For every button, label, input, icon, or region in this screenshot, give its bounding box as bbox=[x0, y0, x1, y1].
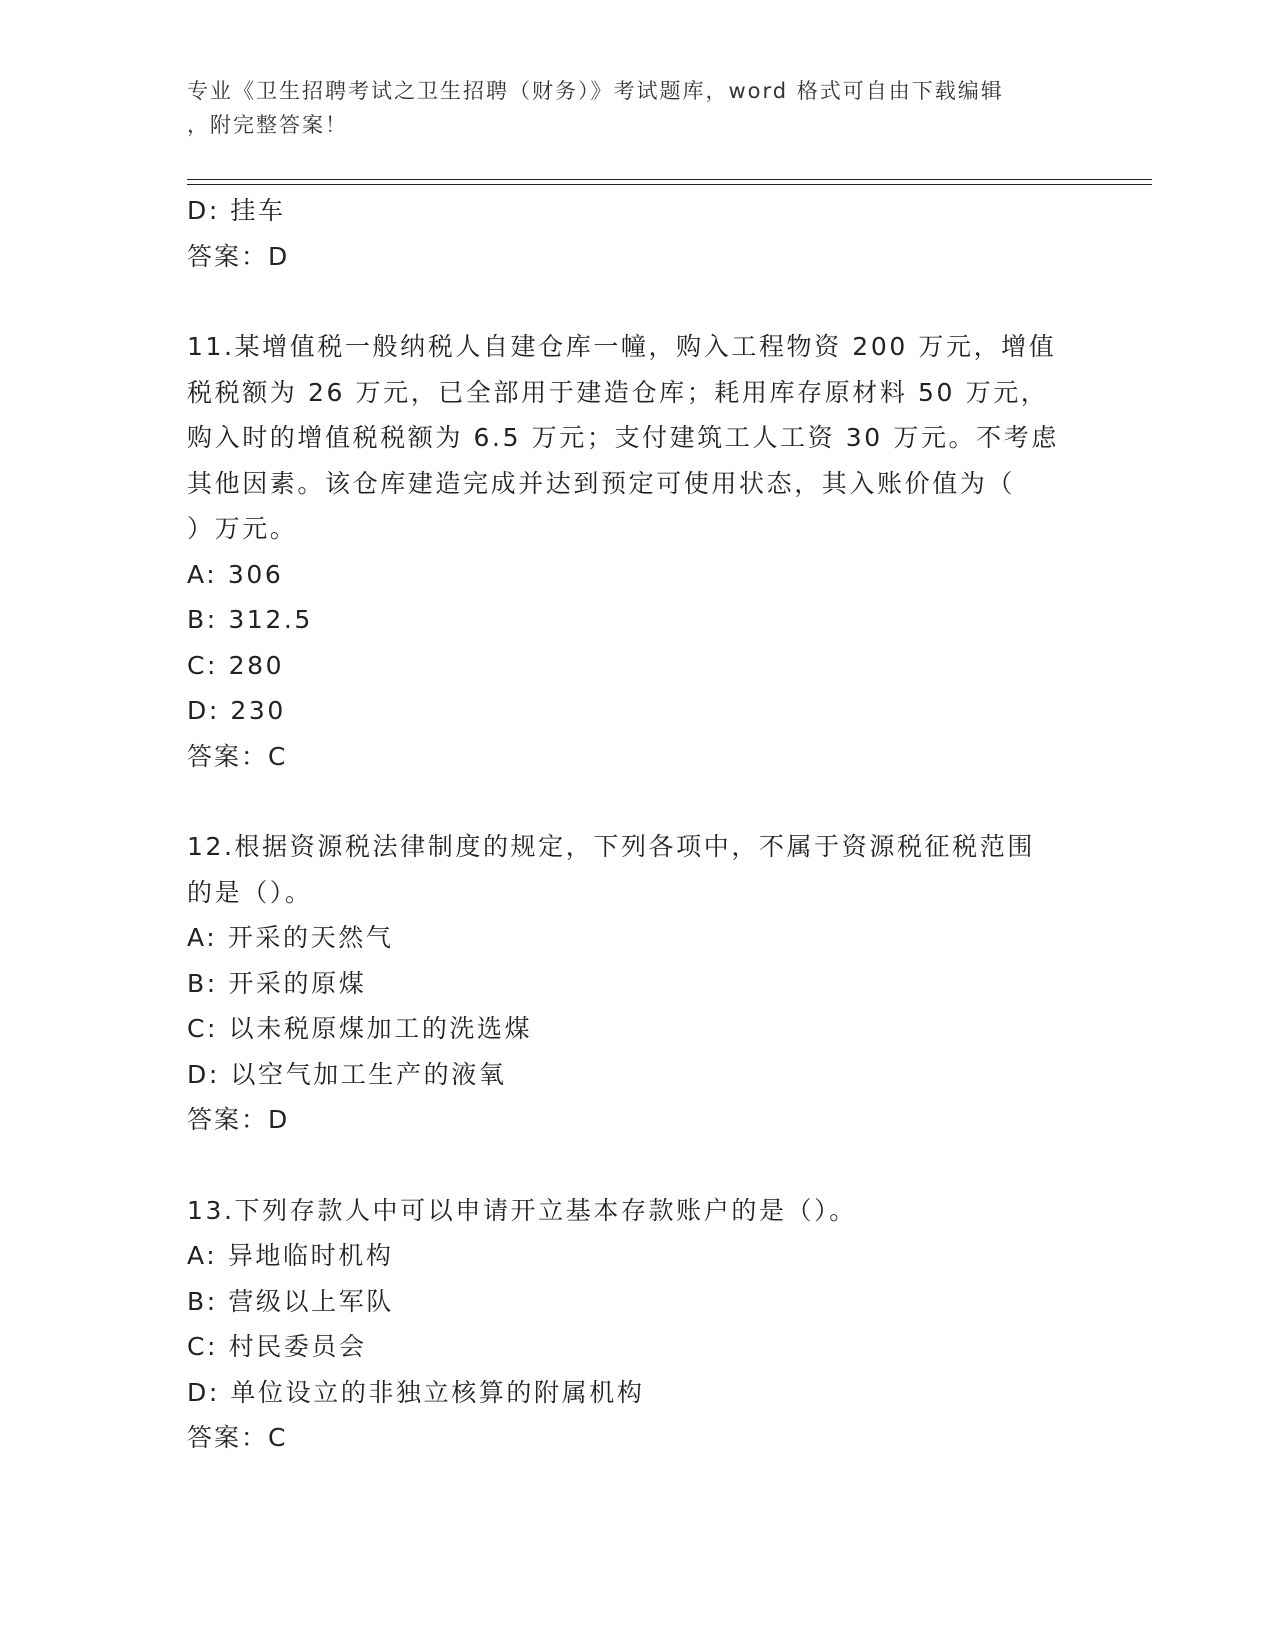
question-stem-line: 购入时的增值税税额为 6.5 万元；支付建筑工人工资 30 万元。不考虑 bbox=[187, 423, 1059, 452]
question-stem-line: ）万元。 bbox=[187, 514, 298, 543]
question-12 bbox=[187, 824, 1087, 1143]
document-body bbox=[187, 188, 1087, 1461]
option-a: A: 开采的天然气 bbox=[187, 923, 394, 952]
option-a: A: 异地临时机构 bbox=[187, 1241, 394, 1270]
header-divider-bottom bbox=[187, 184, 1152, 185]
option-c: C: 280 bbox=[187, 650, 285, 680]
option-b: B: 开采的原煤 bbox=[187, 968, 367, 998]
question-stem-line: 13.下列存款人中可以申请开立基本存款账户的是（）。 bbox=[187, 1195, 857, 1225]
option-a: A: 306 bbox=[187, 559, 284, 589]
option-d: D: 以空气加工生产的液氧 bbox=[187, 1059, 507, 1089]
answer: 答案：D bbox=[187, 1105, 290, 1134]
page-header bbox=[187, 74, 1067, 142]
question-stem-line: 其他因素。该仓库建造完成并达到预定可使用状态，其入账价值为（ bbox=[187, 468, 1016, 498]
option-c: C: 村民委员会 bbox=[187, 1332, 367, 1361]
question-stem-line: 的是（）。 bbox=[187, 877, 313, 907]
question-stem-line: 税税额为 26 万元，已全部用于建造仓库；耗用库存原材料 50 万元， bbox=[187, 377, 1049, 407]
option-d: D: 单位设立的非独立核算的附属机构 bbox=[187, 1377, 645, 1407]
prev-option-d: D: 挂车 bbox=[187, 196, 286, 225]
prev-answer: 答案：D bbox=[187, 241, 290, 271]
spacer bbox=[187, 779, 1087, 824]
option-d: D: 230 bbox=[187, 696, 286, 725]
header-line-1: 专业《卫生招聘考试之卫生招聘（财务）》考试题库，word 格式可自由下载编辑 bbox=[187, 79, 1004, 103]
question-stem-line: 12.根据资源税法律制度的规定，下列各项中，不属于资源税征税范围 bbox=[187, 832, 1035, 861]
header-line-2: ，附完整答案！ bbox=[187, 113, 348, 137]
answer: 答案：C bbox=[187, 741, 288, 771]
question-13 bbox=[187, 1188, 1087, 1461]
question-stem-line: 11.某增值税一般纳税人自建仓库一幢，购入工程物资 200 万元，增值 bbox=[187, 332, 1057, 361]
option-b: B: 312.5 bbox=[187, 605, 313, 634]
answer: 答案：C bbox=[187, 1423, 288, 1452]
spacer bbox=[187, 1143, 1087, 1188]
option-c: C: 以未税原煤加工的洗选煤 bbox=[187, 1014, 533, 1043]
spacer bbox=[187, 279, 1087, 324]
option-b: B: 营级以上军队 bbox=[187, 1286, 394, 1316]
header-divider-top bbox=[187, 179, 1152, 180]
question-11 bbox=[187, 324, 1087, 779]
